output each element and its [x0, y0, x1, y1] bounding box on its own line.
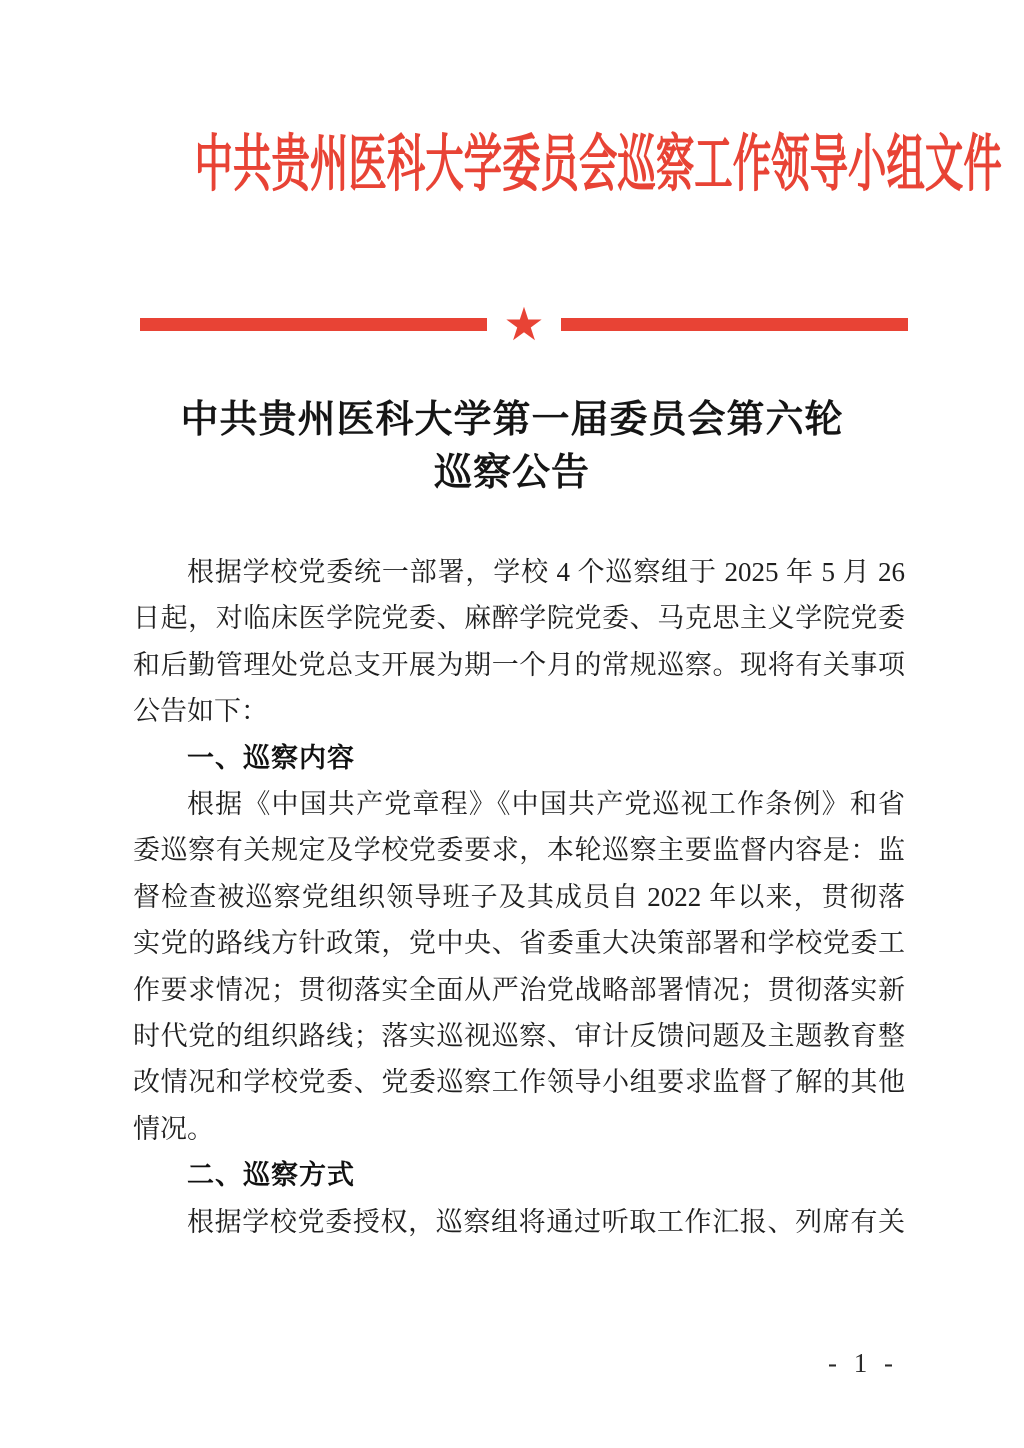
document-title-line2: 巡察公告	[433, 452, 590, 494]
red-header-title: 中共贵州医科大学委员会巡察工作领导小组文件	[194, 131, 1002, 199]
divider-line-right	[561, 318, 908, 331]
body-line: 实党的路线方针政策，党中央、省委重大决策部署和学校党委工	[133, 928, 905, 959]
body-line: 情况。	[133, 1113, 214, 1144]
body-line: 改情况和学校党委、党委巡察工作领导小组要求监督了解的其他	[133, 1067, 905, 1098]
document-title-line1: 中共贵州医科大学第一届委员会第六轮	[180, 399, 844, 441]
document-body	[133, 549, 905, 1245]
star-icon: ★	[503, 297, 545, 351]
document-title	[0, 394, 1024, 500]
body-line: 根据学校党委统一部署，学校 4 个巡察组于 2025 年 5 月 26	[187, 557, 905, 587]
header-divider	[140, 297, 908, 351]
body-line: 作要求情况；贯彻落实全面从严治党战略部署情况；贯彻落实新	[133, 974, 905, 1005]
section-heading-2: 二、巡察方式	[187, 1160, 355, 1191]
body-line: 督检查被巡察党组织领导班子及其成员自 2022 年以来，贯彻落	[133, 881, 905, 912]
divider-line-left	[140, 318, 487, 331]
body-line: 根据《中国共产党章程》《中国共产党巡视工作条例》和省	[187, 789, 905, 820]
body-line: 日起，对临床医学院党委、麻醉学院党委、马克思主义学院党委	[133, 603, 905, 634]
body-line: 根据学校党委授权，巡察组将通过听取工作汇报、列席有关	[187, 1206, 905, 1237]
body-line: 委巡察有关规定及学校党委要求，本轮巡察主要监督内容是：监	[133, 835, 905, 866]
page-number: - 1 -	[828, 1348, 898, 1378]
body-line: 公告如下：	[133, 696, 268, 727]
body-line: 和后勤管理处党总支开展为期一个月的常规巡察。现将有关事项	[133, 649, 905, 680]
section-heading-1: 一、巡察内容	[187, 742, 355, 773]
body-line: 时代党的组织路线；落实巡视巡察、审计反馈问题及主题教育整	[133, 1021, 905, 1052]
